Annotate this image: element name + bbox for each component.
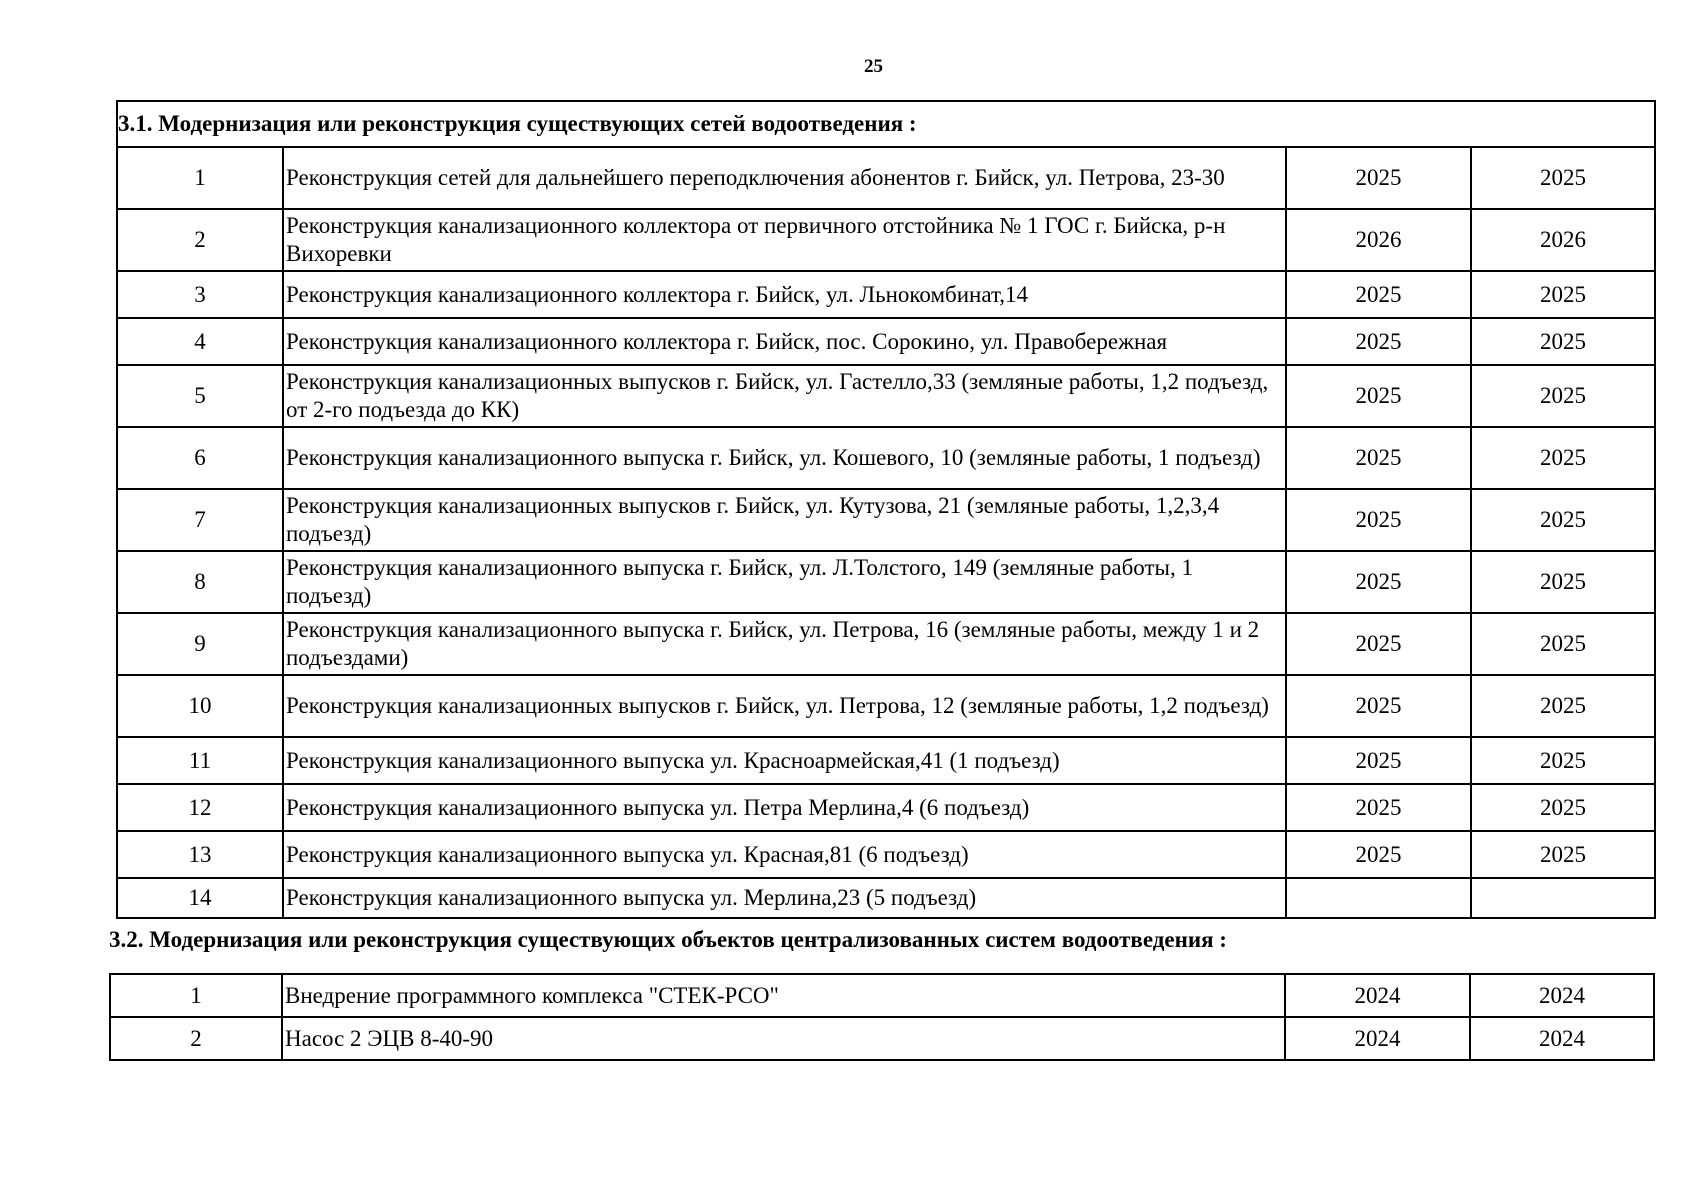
row-description-cell: Насос 2 ЭЦВ 8-40-90 (282, 1017, 1285, 1060)
row-year-end-cell: 2025 (1471, 427, 1655, 489)
row-number-cell: 1 (110, 974, 282, 1017)
row-number-cell: 3 (117, 271, 283, 318)
row-year-end-cell: 2025 (1471, 365, 1655, 427)
table-row (117, 271, 1655, 318)
page-number: 25 (864, 56, 883, 77)
row-description-cell: Реконструкция канализационного выпуска ул. Петра Мерлина,4 (6 подъезд) (283, 784, 1286, 831)
row-year-start-cell: 2025 (1286, 318, 1471, 365)
row-number-cell: 13 (117, 831, 283, 878)
row-number-cell: 10 (117, 675, 283, 737)
row-number-cell: 14 (117, 878, 283, 918)
row-number-cell: 12 (117, 784, 283, 831)
table-row (117, 613, 1655, 675)
row-description-cell: Реконструкция канализационных выпусков г. Бийск, ул. Петрова, 12 (земляные работы, 1,2 подъезд) (283, 675, 1286, 737)
row-year-end-cell: 2025 (1471, 551, 1655, 613)
row-year-start-cell: 2026 (1286, 209, 1471, 271)
table-row (110, 1017, 1654, 1060)
row-year-start-cell: 2025 (1286, 271, 1471, 318)
row-description-cell: Реконструкция канализационного выпуска ул. Мерлина,23 (5 подъезд) (283, 878, 1286, 918)
row-description-cell: Реконструкция канализационного коллектора г. Бийск, ул. Льнокомбинат,14 (283, 271, 1286, 318)
row-year-end-cell: 2024 (1470, 1017, 1654, 1060)
row-year-end-cell: 2025 (1471, 831, 1655, 878)
row-number-cell: 7 (117, 489, 283, 551)
row-description-cell: Реконструкция сетей для дальнейшего переподключения абонентов г. Бийск, ул. Петрова, 23-30 (283, 147, 1286, 209)
row-year-start-cell: 2025 (1286, 831, 1471, 878)
row-year-start-cell: 2025 (1286, 365, 1471, 427)
row-year-end-cell: 2025 (1471, 489, 1655, 551)
row-year-start-cell: 2025 (1286, 489, 1471, 551)
row-year-start-cell: 2025 (1286, 613, 1471, 675)
row-number-cell: 5 (117, 365, 283, 427)
table-row (117, 551, 1655, 613)
row-year-end-cell: 2025 (1471, 613, 1655, 675)
row-description-cell: Реконструкция канализационных выпусков г. Бийск, ул. Кутузова, 21 (земляные работы, 1,2,3,4 подъезд) (283, 489, 1286, 551)
table-row (117, 831, 1655, 878)
row-description-cell: Внедрение программного комплекса "СТЕК-РСО" (282, 974, 1285, 1017)
row-description-cell: Реконструкция канализационных выпусков г. Бийск, ул. Гастелло,33 (земляные работы, 1,2 подъезд, от 2-го подъезда до КК) (283, 365, 1286, 427)
row-year-start-cell: 2025 (1286, 427, 1471, 489)
row-number-cell: 8 (117, 551, 283, 613)
row-description-cell: Реконструкция канализационного коллектора от первичного отстойника № 1 ГОС г. Бийска, р-н Вихоревки (283, 209, 1286, 271)
row-number-cell: 6 (117, 427, 283, 489)
row-number-cell: 9 (117, 613, 283, 675)
row-number-cell: 2 (110, 1017, 282, 1060)
table-row (110, 974, 1654, 1017)
row-number-cell: 11 (117, 737, 283, 784)
row-year-start-cell: 2024 (1285, 974, 1470, 1017)
table-row (117, 365, 1655, 427)
row-year-end-cell: 2024 (1470, 974, 1654, 1017)
row-year-start-cell (1286, 878, 1471, 918)
section-1-body (117, 101, 1655, 918)
table-row (117, 489, 1655, 551)
row-number-cell: 1 (117, 147, 283, 209)
section-2-body (110, 974, 1654, 1060)
row-description-cell: Реконструкция канализационного выпуска г. Бийск, ул. Петрова, 16 (земляные работы, между 1 и 2 подъездами) (283, 613, 1286, 675)
table-row (117, 209, 1655, 271)
table-row (117, 878, 1655, 918)
table-row (117, 147, 1655, 209)
row-year-end-cell: 2025 (1471, 318, 1655, 365)
row-year-end-cell: 2025 (1471, 784, 1655, 831)
row-description-cell: Реконструкция канализационного выпуска ул. Красная,81 (6 подъезд) (283, 831, 1286, 878)
table-row (117, 784, 1655, 831)
section-1-heading-row (117, 101, 1655, 147)
row-year-end-cell: 2026 (1471, 209, 1655, 271)
row-description-cell: Реконструкция канализационного коллектора г. Бийск, пос. Сорокино, ул. Правобережная (283, 318, 1286, 365)
section-1-heading: 3.1. Модернизация или реконструкция существующих сетей водоотведения : (117, 101, 1655, 147)
row-number-cell: 2 (117, 209, 283, 271)
table-row (117, 737, 1655, 784)
row-year-start-cell: 2025 (1286, 784, 1471, 831)
row-description-cell: Реконструкция канализационного выпуска ул. Красноармейская,41 (1 подъезд) (283, 737, 1286, 784)
table-row (117, 675, 1655, 737)
row-year-end-cell (1471, 878, 1655, 918)
table-row (117, 427, 1655, 489)
row-year-start-cell: 2025 (1286, 147, 1471, 209)
row-year-end-cell: 2025 (1471, 675, 1655, 737)
table-row (117, 318, 1655, 365)
row-year-end-cell: 2025 (1471, 147, 1655, 209)
section-1-table (116, 100, 1656, 919)
row-year-start-cell: 2024 (1285, 1017, 1470, 1060)
row-description-cell: Реконструкция канализационного выпуска г. Бийск, ул. Л.Толстого, 149 (земляные работы, 1 подъезд) (283, 551, 1286, 613)
section-2-heading: 3.2. Модернизация или реконструкция существующих объектов централизованных систем водоотведения : (109, 927, 1227, 952)
row-description-cell: Реконструкция канализационного выпуска г. Бийск, ул. Кошевого, 10 (земляные работы, 1 подъезд) (283, 427, 1286, 489)
row-year-end-cell: 2025 (1471, 737, 1655, 784)
row-year-end-cell: 2025 (1471, 271, 1655, 318)
row-year-start-cell: 2025 (1286, 675, 1471, 737)
row-year-start-cell: 2025 (1286, 551, 1471, 613)
row-year-start-cell: 2025 (1286, 737, 1471, 784)
row-number-cell: 4 (117, 318, 283, 365)
section-2-table (109, 973, 1655, 1061)
